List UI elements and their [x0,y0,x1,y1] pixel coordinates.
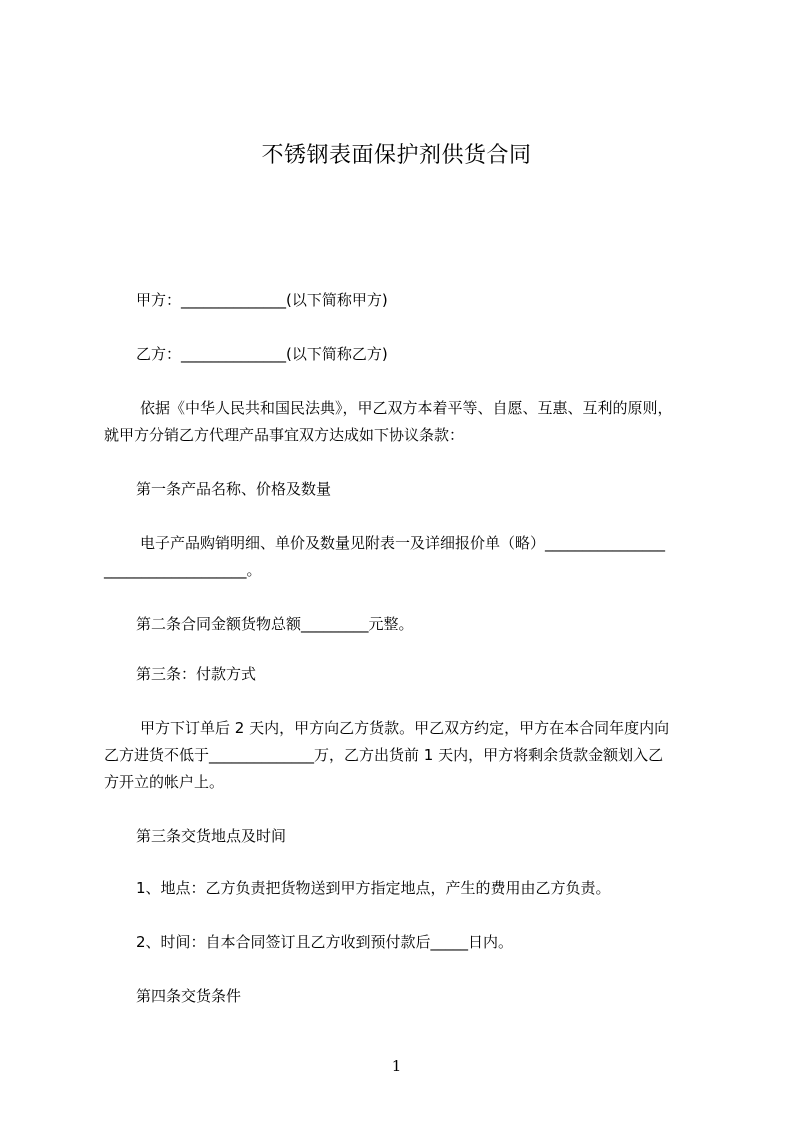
article-3-line-2: 乙方进货不低于______________万，乙方出货前 1 天内，甲方将剩余货款金额划入乙 [104,746,664,764]
article-2: 第二条合同金额货物总额_________元整。 [136,615,414,633]
article-1-line-2: ___________________。 [104,561,262,579]
delivery-place: 1、地点：乙方负责把货物送到甲方指定地点，产生的费用由乙方负责。 [136,879,611,897]
page-number: 1 [391,1057,402,1075]
delivery-time: 2、时间：自本合同签订且乙方收到预付款后_____日内。 [136,933,514,951]
article-3-line-3: 方开立的帐户上。 [104,773,225,791]
preamble-line-1: 依据《中华人民共和国民法典》，甲乙双方本着平等、自愿、互惠、互利的原则， [140,399,673,417]
article-4-heading: 第四条交货条件 [136,987,242,1005]
article-1-line-1: 电子产品购销明细、单价及数量见附表一及详细报价单（略）________________ [140,534,666,552]
preamble-line-2: 就甲方分销乙方代理产品事宜双方达成如下协议条款： [104,426,465,444]
document-title: 不锈钢表面保护剂供货合同 [261,143,532,168]
article-3-line-1: 甲方下订单后 2 天内，甲方向乙方货款。甲乙双方约定，甲方在本合同年度内向 [140,719,670,737]
article-1-heading: 第一条产品名称、价格及数量 [136,480,332,498]
party-a-line: 甲方：______________(以下简称甲方) [136,291,388,309]
article-3-heading: 第三条：付款方式 [136,665,257,683]
party-b-line: 乙方：______________(以下简称乙方) [136,345,388,363]
article-3b-heading: 第三条交货地点及时间 [136,827,287,845]
